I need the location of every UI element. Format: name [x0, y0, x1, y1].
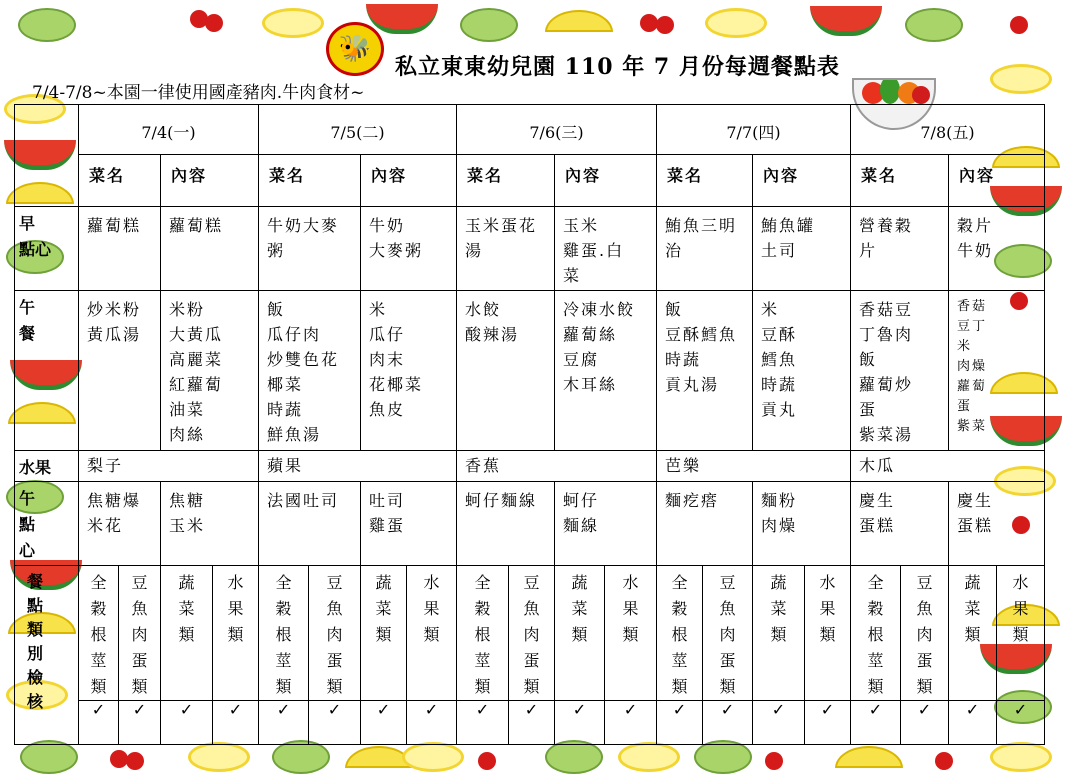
dish-header: 菜名 [851, 155, 949, 207]
breakfast-content: 牛奶 大麥粥 [361, 207, 457, 291]
fruit-cell: 蘋果 [259, 451, 457, 482]
afternoon-content: 慶生 蛋糕 [949, 482, 1045, 566]
cherry-icon [205, 14, 223, 32]
breakfast-dish: 營養穀 片 [851, 207, 949, 291]
check-mark: ✓ [161, 701, 213, 745]
food-group-fruit: 水 果 類 [213, 566, 259, 701]
content-header: 內容 [555, 155, 657, 207]
check-row [15, 701, 1045, 745]
fruit-cell: 木瓜 [851, 451, 1045, 482]
fruit-row [15, 451, 1045, 482]
day-header: 7/7(四) [657, 105, 851, 155]
food-group-grains: 全 穀 根 莖 類 [79, 566, 119, 701]
check-mark: ✓ [657, 701, 703, 745]
lemon-icon [402, 742, 464, 772]
food-group-grains: 全 穀 根 莖 類 [457, 566, 509, 701]
check-mark: ✓ [851, 701, 901, 745]
food-group-grains: 全 穀 根 莖 類 [657, 566, 703, 701]
dish-header: 菜名 [657, 155, 753, 207]
food-group-vegetables: 蔬 菜 類 [361, 566, 407, 701]
dish-header: 菜名 [79, 155, 161, 207]
check-mark: ✓ [703, 701, 753, 745]
content-header: 內容 [161, 155, 259, 207]
page-subtitle: 7/4-7/8~本園一律使用國產豬肉.牛肉食材~ [32, 83, 365, 103]
lime-icon [18, 8, 76, 42]
check-mark: ✓ [555, 701, 605, 745]
day-header: 7/8(五) [851, 105, 1045, 155]
afternoon-content: 蚵仔 麵線 [555, 482, 657, 566]
content-header: 內容 [753, 155, 851, 207]
afternoon-dish: 焦糖爆 米花 [79, 482, 161, 566]
check-mark: ✓ [361, 701, 407, 745]
lime-icon [20, 740, 78, 774]
dish-header: 菜名 [259, 155, 361, 207]
food-group-fruit: 水 果 類 [997, 566, 1045, 701]
food-group-fruit: 水 果 類 [407, 566, 457, 701]
page-title: 私立東東幼兒園 110 年 7 月份每週餐點表 [395, 54, 840, 80]
check-mark: ✓ [901, 701, 949, 745]
row-label-breakfast: 早 點心 [15, 207, 79, 291]
breakfast-dish: 蘿蔔糕 [79, 207, 161, 291]
day-header: 7/4(一) [79, 105, 259, 155]
breakfast-content: 蘿蔔糕 [161, 207, 259, 291]
lemon-icon [618, 742, 680, 772]
lunch-content: 冷凍水餃 蘿蔔絲 豆腐 木耳絲 [555, 291, 657, 451]
content-header: 內容 [361, 155, 457, 207]
check-mark: ✓ [259, 701, 309, 745]
row-label-lunch: 午 餐 [15, 291, 79, 451]
lemon-icon [262, 8, 324, 38]
day-header: 7/5(二) [259, 105, 457, 155]
breakfast-dish: 玉米蛋花 湯 [457, 207, 555, 291]
day-header: 7/6(三) [457, 105, 657, 155]
row-label-fruit: 水果 [15, 451, 79, 482]
food-group-fruit: 水 果 類 [805, 566, 851, 701]
breakfast-content: 鮪魚罐 土司 [753, 207, 851, 291]
lunch-content: 米 瓜仔 肉末 花椰菜 魚皮 [361, 291, 457, 451]
cherry-icon [765, 752, 783, 770]
cherry-icon [1010, 16, 1028, 34]
lemon-icon [188, 742, 250, 772]
food-group-protein: 豆 魚 肉 蛋 類 [309, 566, 361, 701]
food-group-grains: 全 穀 根 莖 類 [259, 566, 309, 701]
lunch-row [15, 291, 1045, 451]
breakfast-content: 玉米 雞蛋.白 菜 [555, 207, 657, 291]
lunch-dish: 飯 瓜仔肉 炒雙色花 椰菜 時蔬 鮮魚湯 [259, 291, 361, 451]
content-header: 內容 [949, 155, 1045, 207]
check-mark: ✓ [605, 701, 657, 745]
fruit-cell: 梨子 [79, 451, 259, 482]
lemon-icon [990, 64, 1052, 94]
food-group-vegetables: 蔬 菜 類 [949, 566, 997, 701]
check-mark: ✓ [509, 701, 555, 745]
lime-icon [905, 8, 963, 42]
lime-icon [545, 740, 603, 774]
check-mark: ✓ [805, 701, 851, 745]
afternoon-row [15, 482, 1045, 566]
check-mark: ✓ [79, 701, 119, 745]
lunch-dish: 炒米粉 黃瓜湯 [79, 291, 161, 451]
breakfast-dish: 鮪魚三明 治 [657, 207, 753, 291]
check-mark: ✓ [949, 701, 997, 745]
lunch-content: 香菇 豆丁 米 肉燥 蘿蔔 蛋 紫菜 [949, 291, 1045, 451]
cherry-icon [478, 752, 496, 770]
lunch-dish: 飯 豆酥鱈魚 時蔬 貢丸湯 [657, 291, 753, 451]
breakfast-row [15, 207, 1045, 291]
check-mark: ✓ [119, 701, 161, 745]
banana-icon [835, 746, 903, 768]
school-logo [326, 22, 384, 76]
afternoon-content: 焦糖 玉米 [161, 482, 259, 566]
lime-icon [272, 740, 330, 774]
lunch-dish: 水餃 酸辣湯 [457, 291, 555, 451]
afternoon-content: 麵粉 肉燥 [753, 482, 851, 566]
food-group-vegetables: 蔬 菜 類 [161, 566, 213, 701]
afternoon-dish: 蚵仔麵線 [457, 482, 555, 566]
afternoon-dish: 法國吐司 [259, 482, 361, 566]
fruit-cell: 芭樂 [657, 451, 851, 482]
lunch-content: 米粉 大黃瓜 高麗菜 紅蘿蔔 油菜 肉絲 [161, 291, 259, 451]
watermelon-icon [366, 4, 438, 34]
check-mark: ✓ [213, 701, 259, 745]
check-mark: ✓ [457, 701, 509, 745]
food-group-protein: 豆 魚 肉 蛋 類 [901, 566, 949, 701]
food-group-grains: 全 穀 根 莖 類 [851, 566, 901, 701]
cherry-icon [126, 752, 144, 770]
lunch-dish: 香菇豆 丁魯肉 飯 蘿蔔炒 蛋 紫菜湯 [851, 291, 949, 451]
food-group-fruit: 水 果 類 [605, 566, 657, 701]
check-mark: ✓ [997, 701, 1045, 745]
weekly-menu-table [14, 104, 1045, 745]
corner-cell [15, 105, 79, 207]
lemon-icon [990, 742, 1052, 772]
dish-header: 菜名 [457, 155, 555, 207]
food-group-protein: 豆 魚 肉 蛋 類 [703, 566, 753, 701]
bee-icon: 🐝 [338, 34, 372, 64]
cherry-icon [656, 16, 674, 34]
afternoon-dish: 慶生 蛋糕 [851, 482, 949, 566]
breakfast-dish: 牛奶大麥 粥 [259, 207, 361, 291]
afternoon-dish: 麵疙瘩 [657, 482, 753, 566]
lime-icon [460, 8, 518, 42]
lemon-icon [705, 8, 767, 38]
row-label-check: 餐 點 類 別 檢 核 [15, 566, 79, 745]
food-group-row [15, 566, 1045, 701]
row-label-afternoon: 午 點 心 [15, 482, 79, 566]
lime-icon [694, 740, 752, 774]
check-mark: ✓ [309, 701, 361, 745]
cherry-icon [935, 752, 953, 770]
food-group-vegetables: 蔬 菜 類 [555, 566, 605, 701]
watermelon-icon [810, 6, 882, 36]
breakfast-content: 穀片 牛奶 [949, 207, 1045, 291]
food-group-protein: 豆 魚 肉 蛋 類 [119, 566, 161, 701]
food-group-protein: 豆 魚 肉 蛋 類 [509, 566, 555, 701]
check-mark: ✓ [407, 701, 457, 745]
afternoon-content: 吐司 雞蛋 [361, 482, 457, 566]
check-mark: ✓ [753, 701, 805, 745]
banana-icon [545, 10, 613, 32]
lunch-content: 米 豆酥 鱈魚 時蔬 貢丸 [753, 291, 851, 451]
food-group-vegetables: 蔬 菜 類 [753, 566, 805, 701]
fruit-cell: 香蕉 [457, 451, 657, 482]
